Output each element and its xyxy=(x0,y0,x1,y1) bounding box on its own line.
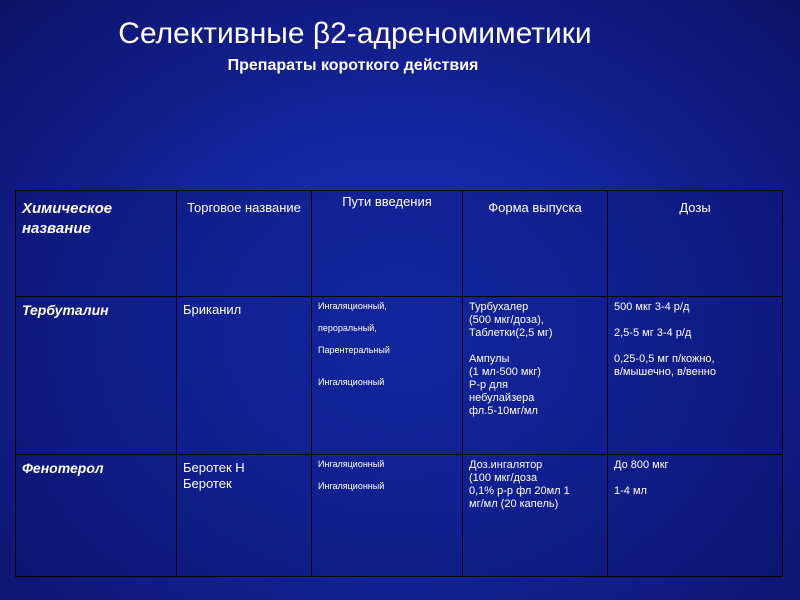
route-item: Парентеральный xyxy=(318,345,390,355)
form-line: мг/мл (20 капель) xyxy=(469,498,559,510)
dose-line: 0,25-0,5 мг п/кожно, xyxy=(614,353,715,365)
dose-cell xyxy=(608,455,783,577)
route-item: Ингаляционный, xyxy=(318,301,387,311)
route-item: пероральный, xyxy=(318,323,377,333)
trade-name: Беротек Н xyxy=(183,460,245,475)
form-line: небулайзера xyxy=(469,392,535,404)
header-trade-name: Торговое название xyxy=(177,191,312,297)
form-line: Доз.ингалятор xyxy=(469,459,543,471)
form-line: Ампулы xyxy=(469,353,510,365)
header-route: Пути введения xyxy=(312,191,463,297)
form-cell xyxy=(463,297,608,455)
form-line: Р-р для xyxy=(469,379,508,391)
header-chemical-name: Химическое название xyxy=(16,191,177,297)
slide-title: Селективные β2-адреномиметики xyxy=(118,17,592,50)
form-line: Турбухалер xyxy=(469,301,529,313)
dose-line: 2,5-5 мг 3-4 р/д xyxy=(614,327,692,339)
dose-line: 500 мкг 3-4 р/д xyxy=(614,301,690,313)
dose-line: 1-4 мл xyxy=(614,485,647,497)
form-line: 0,1% р-р фл 20мл 1 xyxy=(469,485,570,497)
chemical-name-cell: Фенотерол xyxy=(16,455,177,577)
trade-name-cell xyxy=(177,455,312,577)
dose-line: До 800 мкг xyxy=(614,459,669,471)
route-cell xyxy=(312,297,463,455)
route-item: Ингаляционный xyxy=(318,459,385,469)
route-item: Ингаляционный xyxy=(318,481,385,491)
trade-name: Беротек xyxy=(183,476,232,491)
chemical-name-cell: Тербуталин xyxy=(16,297,177,455)
route-cell xyxy=(312,455,463,577)
dose-line: в/мышечно, в/венно xyxy=(614,366,716,378)
table-header-row xyxy=(16,191,783,297)
trade-name-cell xyxy=(177,297,312,455)
trade-name: Бриканил xyxy=(183,302,242,317)
table-row xyxy=(16,297,783,455)
form-line: (500 мкг/доза), xyxy=(469,314,544,326)
header-dose: Дозы xyxy=(608,191,783,297)
form-line: фл.5-10мг/мл xyxy=(469,405,538,417)
route-item: Ингаляционный xyxy=(318,377,385,387)
form-line: Таблетки(2,5 мг) xyxy=(469,327,553,339)
dose-cell xyxy=(608,297,783,455)
table-row xyxy=(16,455,783,577)
form-line: (1 мл-500 мкг) xyxy=(469,366,541,378)
header-form: Форма выпуска xyxy=(463,191,608,297)
slide-subtitle: Препараты короткого действия xyxy=(227,57,479,74)
form-line: (100 мкг/доза xyxy=(469,472,538,484)
form-cell xyxy=(463,455,608,577)
drug-table xyxy=(15,190,783,577)
